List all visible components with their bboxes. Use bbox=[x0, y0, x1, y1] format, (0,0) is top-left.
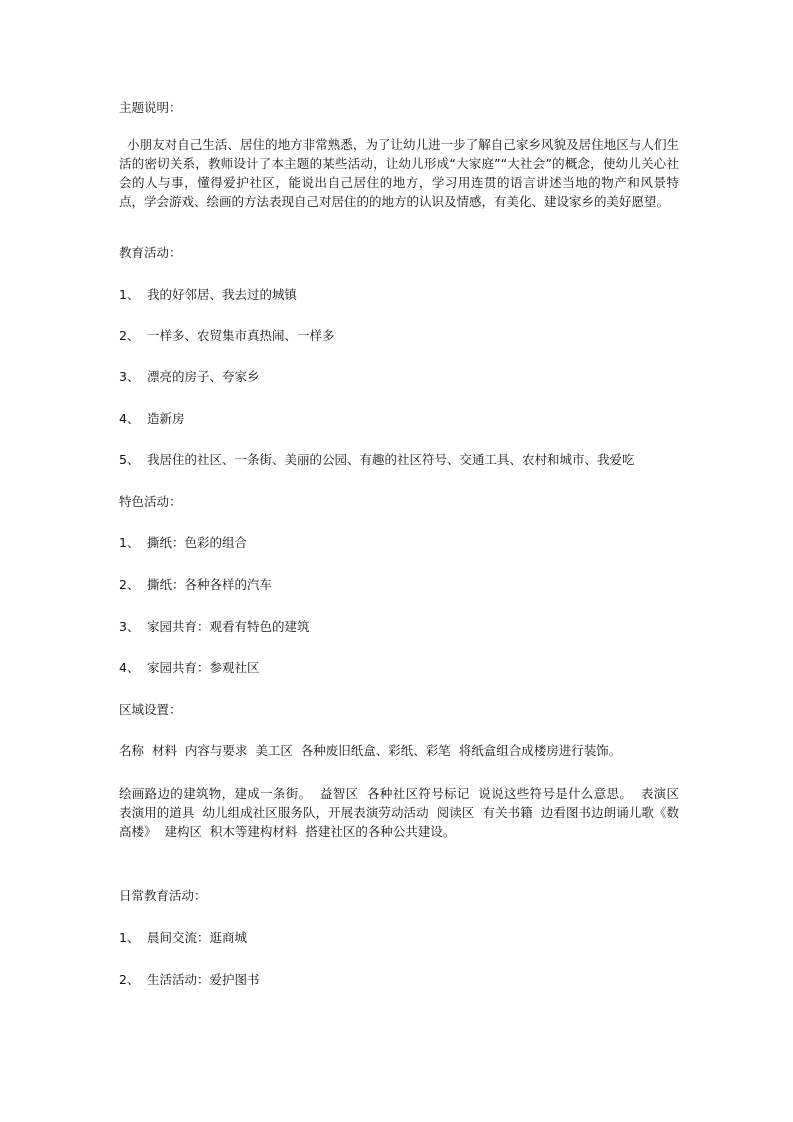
item-text: 漂亮的房子、夸家乡 bbox=[147, 369, 260, 384]
education-item bbox=[119, 411, 679, 427]
daily-item bbox=[119, 972, 679, 988]
item-number: 4、 bbox=[119, 411, 140, 426]
item-number: 4、 bbox=[119, 660, 140, 675]
theme-heading: 主题说明： bbox=[119, 100, 182, 115]
daily-item bbox=[119, 930, 679, 946]
theme-paragraph bbox=[119, 135, 679, 211]
special-item bbox=[119, 619, 679, 635]
item-text: 我居住的社区、一条街、美丽的公园、有趣的社区符号、交通工具、农村和城市、我爱吃 bbox=[147, 452, 635, 467]
area-line: 名称 材料 内容与要求 美工区 各种废旧纸盒、彩纸、彩笔 将纸盒组合成楼房进行装饰。 bbox=[119, 743, 622, 758]
item-text: 撕纸：色彩的组合 bbox=[147, 535, 248, 550]
daily-heading: 日常教育活动： bbox=[119, 888, 207, 903]
item-number: 1、 bbox=[119, 287, 140, 302]
item-number: 2、 bbox=[119, 577, 140, 592]
education-item bbox=[119, 287, 679, 303]
special-item bbox=[119, 577, 679, 593]
item-number: 1、 bbox=[119, 535, 140, 550]
item-text: 造新房 bbox=[147, 411, 185, 426]
item-text: 生活活动：爱护图书 bbox=[147, 972, 260, 987]
item-number: 2、 bbox=[119, 972, 140, 987]
item-text: 一样多、农贸集市真热闹、一样多 bbox=[147, 328, 335, 343]
item-text: 我的好邻居、我去过的城镇 bbox=[147, 287, 298, 302]
item-text: 撕纸：各种各样的汽车 bbox=[147, 577, 273, 592]
theme-paragraph-text: 小朋友对自己生活、居住的地方非常熟悉，为了让幼儿进一步了解自己家乡风貌及居住地区与人们生活的密切关系，教师设计了本主题的某些活动，让幼儿形成“大家庭”“大社会”的概念，使幼儿关心社会的人与事，懂得爱护社区，能说出自己居住的地方，学习用连贯的语言讲述当地的物产和风景特点，学会游戏、绘画的方法表现自己对居住的的地方的认识及情感，有美化、建设家乡的美好愿望。 bbox=[119, 137, 679, 209]
item-text: 家园共育：观看有特色的建筑 bbox=[147, 619, 310, 634]
item-number: 2、 bbox=[119, 328, 140, 343]
area-heading: 区域设置： bbox=[119, 702, 182, 717]
item-number: 5、 bbox=[119, 452, 140, 467]
education-item bbox=[119, 369, 679, 385]
item-number: 3、 bbox=[119, 619, 140, 634]
item-number: 1、 bbox=[119, 930, 140, 945]
item-number: 3、 bbox=[119, 369, 140, 384]
item-text: 晨间交流：逛商城 bbox=[147, 930, 248, 945]
special-item bbox=[119, 535, 679, 551]
education-heading: 教育活动： bbox=[119, 245, 182, 260]
area-paragraph-text: 绘画路边的建筑物，建成一条街。 益智区 各种社区符号标记 说说这些符号是什么意思。 表演区 表演用的道具 幼儿组成社区服务队，开展表演劳动活动 阅读区 有关书籍 边看图书边朗诵儿歌《数高楼》 建构区 积木等建构材料 搭建社区的各种公共建设。 bbox=[119, 786, 687, 839]
education-item bbox=[119, 328, 679, 344]
special-heading: 特色活动： bbox=[119, 494, 182, 509]
education-item bbox=[119, 452, 679, 468]
special-item bbox=[119, 660, 679, 676]
item-text: 家园共育：参观社区 bbox=[147, 660, 260, 675]
area-paragraph bbox=[119, 784, 687, 841]
